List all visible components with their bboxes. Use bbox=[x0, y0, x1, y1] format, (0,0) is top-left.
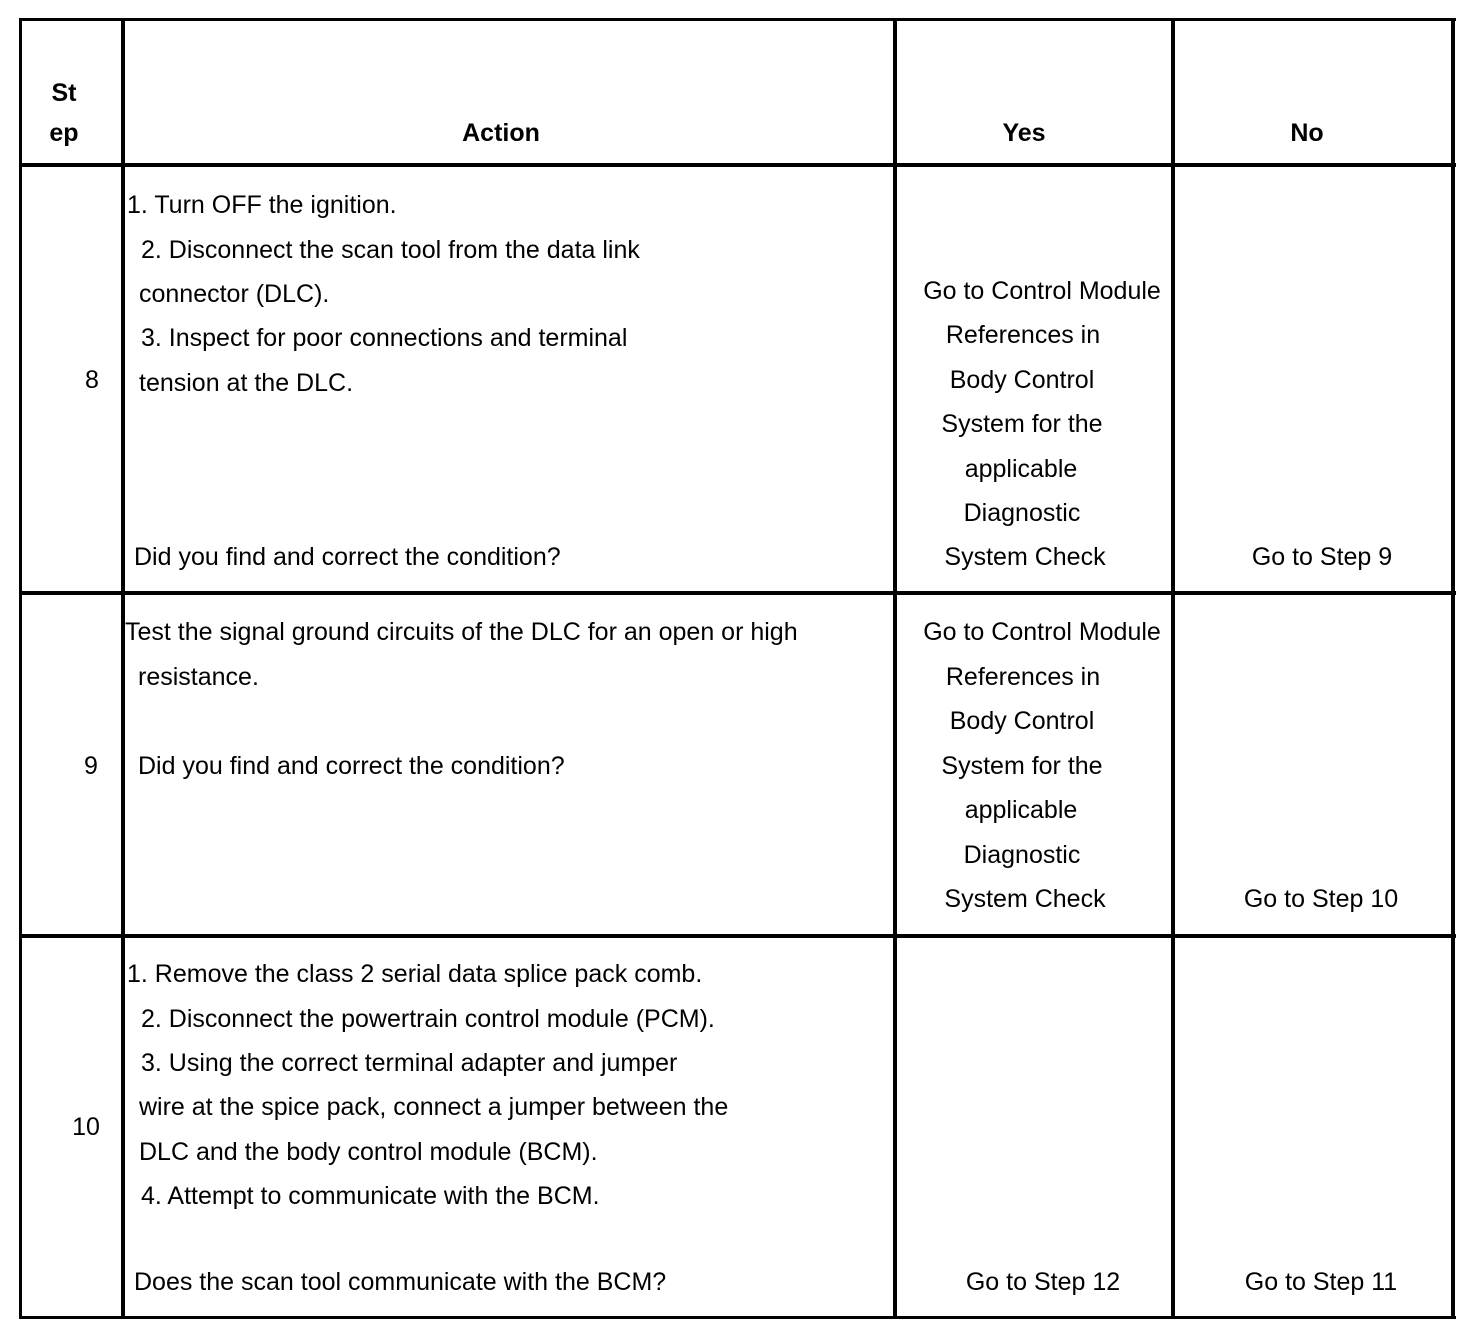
yes-result: Go to Step 12 bbox=[965, 1268, 1121, 1296]
no-result: Go to Step 9 bbox=[1251, 543, 1393, 571]
action-line: wire at the spice pack, connect a jumper between the bbox=[139, 1093, 729, 1121]
yes-result-line: System Check bbox=[944, 543, 1106, 571]
table-border-bottom bbox=[19, 1316, 1456, 1319]
table-border-left bbox=[19, 18, 22, 1319]
no-result: Go to Step 11 bbox=[1244, 1268, 1398, 1296]
header-step-line2: ep bbox=[49, 119, 79, 147]
action-line: resistance. bbox=[138, 663, 259, 691]
header-yes: Yes bbox=[1002, 119, 1046, 147]
header-no: No bbox=[1290, 119, 1324, 147]
step-number: 8 bbox=[85, 366, 99, 394]
no-result: Go to Step 10 bbox=[1243, 885, 1399, 913]
action-line: 1. Turn OFF the ignition. bbox=[127, 191, 397, 219]
yes-result-line: applicable bbox=[964, 796, 1078, 824]
table-border-right bbox=[1451, 18, 1455, 1319]
yes-result-line: System for the bbox=[941, 410, 1103, 438]
yes-result-line: References in bbox=[945, 663, 1101, 691]
yes-result-line: System for the bbox=[941, 752, 1103, 780]
step-number: 10 bbox=[72, 1113, 100, 1141]
action-line: tension at the DLC. bbox=[139, 369, 354, 397]
column-divider-action-yes bbox=[893, 18, 897, 1319]
action-line: 3. Inspect for poor connections and terminal bbox=[141, 324, 628, 352]
action-line: connector (DLC). bbox=[139, 280, 330, 308]
row-divider-8-9 bbox=[19, 591, 1456, 595]
column-divider-yes-no bbox=[1171, 18, 1175, 1319]
yes-result-line: Body Control bbox=[949, 707, 1095, 735]
header-action: Action bbox=[462, 119, 540, 147]
header-divider bbox=[19, 163, 1456, 167]
action-question: Does the scan tool communicate with the BCM? bbox=[134, 1268, 667, 1296]
yes-result-line: Diagnostic bbox=[963, 841, 1081, 869]
yes-result-line: References in bbox=[945, 321, 1101, 349]
action-line: 1. Remove the class 2 serial data splice pack comb. bbox=[127, 960, 703, 988]
step-number: 9 bbox=[84, 752, 98, 780]
action-line: 3. Using the correct terminal adapter and jumper bbox=[141, 1049, 678, 1077]
action-line: 2. Disconnect the powertrain control module (PCM). bbox=[141, 1005, 715, 1033]
yes-result-line: Go to Control Module bbox=[923, 618, 1161, 646]
yes-result-line: applicable bbox=[964, 455, 1078, 483]
yes-result-line: Go to Control Module bbox=[923, 277, 1161, 305]
header-step-line1: St bbox=[51, 79, 77, 107]
action-line: DLC and the body control module (BCM). bbox=[139, 1138, 598, 1166]
yes-result-line: Body Control bbox=[949, 366, 1095, 394]
action-line: 2. Disconnect the scan tool from the data link bbox=[141, 236, 640, 264]
action-question: Did you find and correct the condition? bbox=[138, 752, 565, 780]
yes-result-line: System Check bbox=[944, 885, 1106, 913]
row-divider-9-10 bbox=[19, 934, 1456, 938]
action-question: Did you find and correct the condition? bbox=[134, 543, 561, 571]
table-border-top bbox=[19, 18, 1456, 21]
column-divider-step-action bbox=[121, 18, 125, 1319]
action-line: Test the signal ground circuits of the DLC for an open or high bbox=[125, 618, 798, 646]
action-line: 4. Attempt to communicate with the BCM. bbox=[141, 1182, 600, 1210]
yes-result-line: Diagnostic bbox=[963, 499, 1081, 527]
